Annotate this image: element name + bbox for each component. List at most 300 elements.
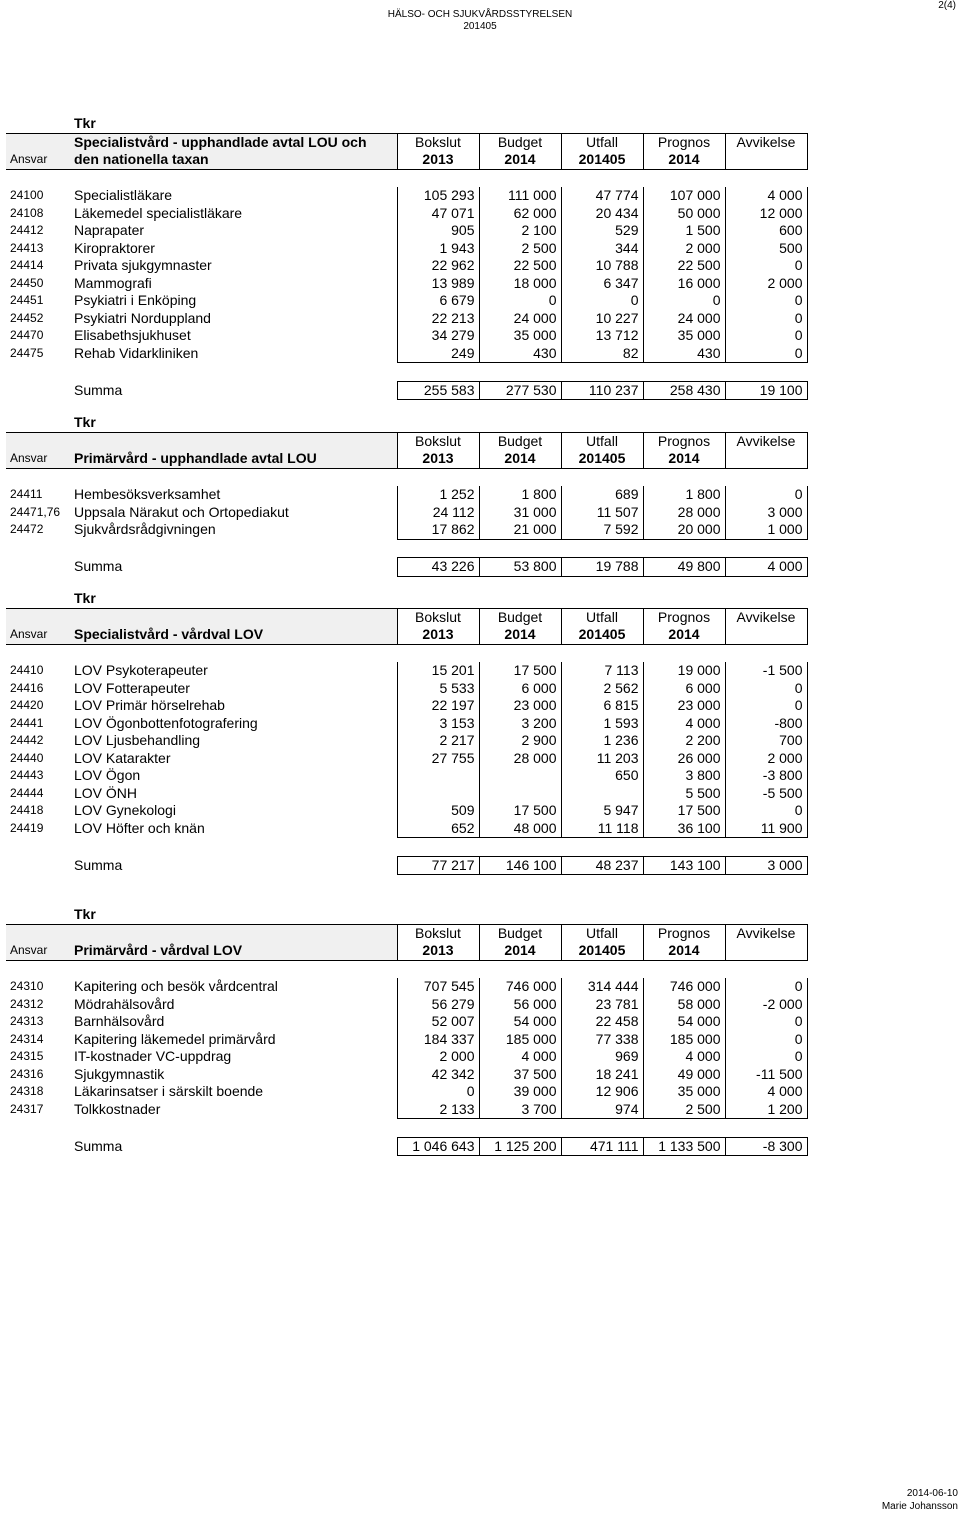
column-header-top: Avvikelse	[725, 133, 807, 151]
tkr-row	[6, 115, 807, 133]
row-name: Elisabethsjukhuset	[74, 327, 191, 343]
empty-cell	[561, 468, 643, 486]
ansvar-code: 24441	[10, 715, 44, 730]
row-value: 1 252	[397, 486, 479, 504]
empty-cell	[643, 1119, 725, 1138]
row-value: 23 000	[643, 697, 725, 715]
empty-cell	[725, 906, 807, 924]
column-header-bottom: 201405	[561, 450, 643, 468]
row-value: 12 906	[561, 1083, 643, 1101]
tkr-label: Tkr	[74, 414, 96, 430]
summa-row	[6, 856, 807, 875]
empty-cell	[6, 363, 70, 382]
row-value: 3 153	[397, 715, 479, 733]
empty-cell	[643, 468, 725, 486]
empty-cell	[561, 960, 643, 978]
summa-row	[6, 1137, 807, 1156]
table-row	[6, 1083, 807, 1101]
row-value: 34 279	[397, 327, 479, 345]
row-value: 2 000	[643, 240, 725, 258]
column-header-top: Avvikelse	[725, 924, 807, 942]
column-header-top: Bokslut	[397, 432, 479, 450]
empty-cell	[397, 539, 479, 558]
ansvar-code: 24475	[10, 345, 44, 360]
row-value: 47 774	[561, 187, 643, 205]
row-value: 13 989	[397, 275, 479, 293]
empty-cell	[561, 1119, 643, 1138]
empty-cell	[479, 468, 561, 486]
empty-cell	[6, 960, 70, 978]
row-value: 4 000	[725, 187, 807, 205]
table-row	[6, 240, 807, 258]
tkr-label: Tkr	[74, 115, 96, 131]
empty-cell	[479, 169, 561, 187]
empty-cell	[397, 1119, 479, 1138]
table-row	[6, 1101, 807, 1119]
empty-cell	[70, 644, 397, 662]
empty-cell	[479, 590, 561, 608]
ansvar-code: 24410	[10, 663, 44, 677]
row-value: 23 000	[479, 697, 561, 715]
row-value: 52 007	[397, 1013, 479, 1031]
row-value: 430	[643, 345, 725, 363]
table-row	[6, 222, 807, 240]
empty-cell	[6, 906, 70, 924]
row-value: 27 755	[397, 750, 479, 768]
row-value: 5 533	[397, 680, 479, 698]
summa-value: 48 237	[561, 856, 643, 875]
summa-value: 146 100	[479, 856, 561, 875]
row-value: 600	[725, 222, 807, 240]
empty-cell	[6, 414, 70, 432]
row-value: 15 201	[397, 662, 479, 680]
row-value: 0	[725, 486, 807, 504]
column-header-bottom	[725, 626, 807, 644]
empty-cell	[725, 539, 807, 558]
empty-cell	[479, 1119, 561, 1138]
row-value: 16 000	[643, 275, 725, 293]
row-name: Naprapater	[74, 222, 145, 238]
row-value: 509	[397, 802, 479, 820]
section-title: den nationella taxan	[70, 151, 397, 169]
section-title: Specialistvård - vårdval LOV	[70, 626, 397, 644]
column-header-top: Budget	[479, 608, 561, 626]
table-row	[6, 275, 807, 293]
budget-table-section-1	[6, 115, 808, 400]
column-header-bottom	[725, 450, 807, 468]
row-value: 2 000	[397, 1048, 479, 1066]
row-name: Läkarinsatser i särskilt boende	[74, 1083, 264, 1099]
row-value: 20 434	[561, 205, 643, 223]
row-value: 430	[479, 345, 561, 363]
empty-cell	[725, 169, 807, 187]
empty-cell	[479, 539, 561, 558]
empty-cell	[561, 590, 643, 608]
ansvar-code: 24444	[10, 785, 44, 800]
row-name: LOV ÖNH	[74, 784, 138, 801]
spacer-row	[6, 468, 807, 486]
row-value: 0	[725, 802, 807, 820]
table-row	[6, 767, 807, 785]
column-header-bottom: 2013	[397, 450, 479, 468]
budget-table-section-2	[6, 414, 808, 577]
column-header-top: Budget	[479, 924, 561, 942]
summa-value: 1 133 500	[643, 1137, 725, 1156]
row-name: Specialistläkare	[74, 187, 173, 203]
empty-cell	[397, 644, 479, 662]
column-header-bottom: 2014	[479, 626, 561, 644]
row-value: 22 962	[397, 257, 479, 275]
row-value	[397, 767, 479, 785]
row-value: 0	[725, 697, 807, 715]
row-value: 529	[561, 222, 643, 240]
spacer-row	[6, 838, 807, 857]
row-value: 22 458	[561, 1013, 643, 1031]
row-value: 0	[725, 292, 807, 310]
row-value: 6 000	[479, 680, 561, 698]
summa-value: 4 000	[725, 558, 807, 577]
empty-cell	[643, 363, 725, 382]
row-value: 6 815	[561, 697, 643, 715]
empty-cell	[397, 468, 479, 486]
empty-cell	[397, 838, 479, 857]
tkr-row	[6, 590, 807, 608]
empty-cell	[397, 414, 479, 432]
row-value: 12 000	[725, 205, 807, 223]
ansvar-code: 24443	[10, 768, 44, 782]
spacer-row	[6, 363, 807, 382]
row-value: 111 000	[479, 187, 561, 205]
column-header-top: Bokslut	[397, 924, 479, 942]
empty-cell	[561, 906, 643, 924]
column-header-top: Budget	[479, 133, 561, 151]
spacer-row	[6, 1119, 807, 1138]
column-header-top: Prognos	[643, 608, 725, 626]
row-value: 17 500	[643, 802, 725, 820]
row-name: Hembesöksverksamhet	[74, 486, 221, 502]
empty-cell	[725, 468, 807, 486]
row-value	[561, 785, 643, 803]
ansvar-code: 24312	[10, 996, 44, 1011]
row-value: 5 500	[643, 785, 725, 803]
row-name: Psykiatri i Enköping	[74, 292, 197, 308]
column-header-row-bottom	[6, 450, 807, 468]
row-value: 62 000	[479, 205, 561, 223]
ansvar-code: 24413	[10, 240, 44, 255]
row-value: 1 236	[561, 732, 643, 750]
section-title-line1	[70, 608, 397, 626]
report-header-title: HÄLSO- OCH SJUKVÅRDSSTYRELSEN	[387, 9, 573, 20]
table-row	[6, 187, 807, 205]
summa-value: 1 046 643	[397, 1137, 479, 1156]
row-name: Mödrahälsovård	[74, 995, 175, 1012]
row-value: 1 593	[561, 715, 643, 733]
ansvar-code: 24313	[10, 1014, 44, 1028]
row-value: 6 000	[643, 680, 725, 698]
row-value: 3 200	[479, 715, 561, 733]
empty-cell	[479, 644, 561, 662]
row-value: 905	[397, 222, 479, 240]
row-value: 3 800	[643, 767, 725, 785]
tkr-row	[6, 414, 807, 432]
tkr-row	[6, 906, 807, 924]
ansvar-code: 24318	[10, 1084, 44, 1098]
row-value: 17 500	[479, 802, 561, 820]
column-header-top: Bokslut	[397, 608, 479, 626]
row-value: 0	[725, 978, 807, 996]
row-value: 7 113	[561, 662, 643, 680]
summa-value: 143 100	[643, 856, 725, 875]
row-value: 17 500	[479, 662, 561, 680]
empty-cell	[70, 169, 397, 187]
row-value: 314 444	[561, 978, 643, 996]
row-value: 10 788	[561, 257, 643, 275]
table-row	[6, 486, 807, 504]
row-value: 50 000	[643, 205, 725, 223]
empty-cell	[479, 363, 561, 382]
column-header-row-top	[6, 133, 807, 151]
empty-cell	[561, 539, 643, 558]
row-value: 2 900	[479, 732, 561, 750]
empty-cell	[70, 468, 397, 486]
summa-label: Summa	[74, 381, 123, 398]
row-value: 107 000	[643, 187, 725, 205]
budget-table-section-3	[6, 590, 808, 875]
row-value: 22 213	[397, 310, 479, 328]
row-name: LOV Ljusbehandling	[74, 732, 201, 748]
column-header-bottom: 2013	[397, 942, 479, 960]
empty-cell	[6, 1119, 70, 1138]
row-name: Tolkkostnader	[74, 1100, 161, 1117]
row-value: 77 338	[561, 1031, 643, 1049]
column-header-bottom: 2014	[643, 450, 725, 468]
column-header-top: Utfall	[561, 924, 643, 942]
summa-value: -8 300	[725, 1137, 807, 1156]
row-value: 3 000	[725, 504, 807, 522]
ansvar-code: 24317	[10, 1101, 44, 1116]
empty-cell	[479, 414, 561, 432]
empty-cell	[6, 432, 70, 450]
empty-cell	[70, 363, 397, 382]
summa-value: 43 226	[397, 558, 479, 577]
row-value: -800	[725, 715, 807, 733]
row-value: 24 000	[643, 310, 725, 328]
table-row	[6, 257, 807, 275]
empty-cell	[725, 590, 807, 608]
ansvar-code: 24440	[10, 750, 44, 765]
table-row	[6, 802, 807, 820]
row-value: 249	[397, 345, 479, 363]
row-value: 1 943	[397, 240, 479, 258]
row-value: 18 241	[561, 1066, 643, 1084]
row-value: 6 679	[397, 292, 479, 310]
ansvar-code: 24419	[10, 820, 44, 835]
column-header-row-top	[6, 608, 807, 626]
row-value: 2 500	[479, 240, 561, 258]
row-value: 26 000	[643, 750, 725, 768]
empty-cell	[6, 115, 70, 133]
row-name: LOV Fotterapeuter	[74, 679, 190, 696]
table-row	[6, 1048, 807, 1066]
ansvar-label: Ansvar	[6, 151, 70, 169]
column-header-bottom: 2014	[479, 151, 561, 169]
row-value: 22 500	[643, 257, 725, 275]
ansvar-code: 24414	[10, 258, 44, 272]
summa-row	[6, 558, 807, 577]
page-number: 2(4)	[938, 0, 956, 11]
row-value: 1 800	[643, 486, 725, 504]
table-row	[6, 521, 807, 539]
column-header-row-bottom	[6, 942, 807, 960]
row-value: 2 133	[397, 1101, 479, 1119]
table-row	[6, 292, 807, 310]
column-header-bottom: 2014	[643, 626, 725, 644]
row-value: 6 347	[561, 275, 643, 293]
spacer-row	[6, 644, 807, 662]
row-value: 0	[725, 257, 807, 275]
row-value: 969	[561, 1048, 643, 1066]
empty-cell	[70, 960, 397, 978]
row-value: 746 000	[643, 978, 725, 996]
row-value: 82	[561, 345, 643, 363]
row-value: 39 000	[479, 1083, 561, 1101]
report-header-period: 201405	[463, 21, 497, 32]
budget-table-section-4	[6, 906, 808, 1156]
row-value: 24 112	[397, 504, 479, 522]
row-name: LOV Psykoterapeuter	[74, 662, 208, 678]
empty-cell	[643, 414, 725, 432]
table-row	[6, 1066, 807, 1084]
empty-cell	[6, 539, 70, 558]
ansvar-code: 24442	[10, 733, 44, 747]
row-value: 4 000	[643, 1048, 725, 1066]
column-header-bottom: 2014	[479, 450, 561, 468]
footer-author: Marie Johansson	[881, 1501, 958, 1512]
empty-cell	[561, 115, 643, 133]
empty-cell	[643, 960, 725, 978]
row-name: LOV Höfter och knän	[74, 819, 205, 836]
empty-cell	[6, 608, 70, 626]
ansvar-code: 24310	[10, 979, 44, 993]
table-row	[6, 310, 807, 328]
row-name: Sjukgymnastik	[74, 1065, 165, 1082]
ansvar-code: 24108	[10, 205, 44, 220]
ansvar-code: 24470	[10, 328, 44, 342]
summa-value: 1 125 200	[479, 1137, 561, 1156]
row-value: 0	[725, 1031, 807, 1049]
ansvar-code: 24316	[10, 1066, 44, 1081]
row-value: 35 000	[479, 327, 561, 345]
row-value: 10 227	[561, 310, 643, 328]
row-value: 35 000	[643, 327, 725, 345]
empty-cell	[643, 539, 725, 558]
row-value: 184 337	[397, 1031, 479, 1049]
row-value	[397, 785, 479, 803]
row-value: 58 000	[643, 996, 725, 1014]
empty-cell	[643, 838, 725, 857]
row-value: 0	[725, 310, 807, 328]
empty-cell	[725, 644, 807, 662]
row-value: 700	[725, 732, 807, 750]
row-value: 1 200	[725, 1101, 807, 1119]
row-value: 22 500	[479, 257, 561, 275]
ansvar-label: Ansvar	[6, 942, 70, 960]
column-header-top: Prognos	[643, 924, 725, 942]
tkr-label: Tkr	[74, 590, 96, 606]
row-value: -5 500	[725, 785, 807, 803]
empty-cell	[479, 115, 561, 133]
summa-label: Summa	[74, 856, 123, 873]
empty-cell	[6, 133, 70, 151]
section-title-line1: Specialistvård - upphandlade avtal LOU och	[70, 133, 397, 151]
summa-value: 19 100	[725, 381, 807, 400]
ansvar-code: 24315	[10, 1049, 44, 1063]
row-value: 707 545	[397, 978, 479, 996]
column-header-bottom: 201405	[561, 151, 643, 169]
row-name: Privata sjukgymnaster	[74, 257, 212, 273]
row-name: Rehab Vidarkliniken	[74, 344, 199, 361]
empty-cell	[725, 1119, 807, 1138]
row-value: 0	[725, 345, 807, 363]
summa-row	[6, 381, 807, 400]
row-value: 21 000	[479, 521, 561, 539]
ansvar-code: 24471,76	[10, 504, 61, 519]
table-row	[6, 205, 807, 223]
table-row	[6, 680, 807, 698]
row-value: 37 500	[479, 1066, 561, 1084]
row-value: 56 000	[479, 996, 561, 1014]
row-value: 11 118	[561, 820, 643, 838]
row-value: 5 947	[561, 802, 643, 820]
empty-cell	[6, 838, 70, 857]
row-value: 689	[561, 486, 643, 504]
table-row	[6, 715, 807, 733]
column-header-top: Bokslut	[397, 133, 479, 151]
row-value: 3 700	[479, 1101, 561, 1119]
row-value: 17 862	[397, 521, 479, 539]
row-value: 1 800	[479, 486, 561, 504]
row-value: 0	[725, 680, 807, 698]
spacer-row	[6, 539, 807, 558]
empty-cell	[561, 169, 643, 187]
row-value: -11 500	[725, 1066, 807, 1084]
row-value: 47 071	[397, 205, 479, 223]
column-header-bottom: 2014	[479, 942, 561, 960]
section-title-line1	[70, 432, 397, 450]
column-header-bottom: 201405	[561, 942, 643, 960]
row-value: 28 000	[479, 750, 561, 768]
column-header-bottom: 201405	[561, 626, 643, 644]
row-value: 652	[397, 820, 479, 838]
empty-cell	[6, 856, 70, 875]
row-name: Kiropraktorer	[74, 239, 155, 256]
row-name: Sjukvårdsrådgivningen	[74, 521, 216, 538]
summa-value: 258 430	[643, 381, 725, 400]
empty-cell	[479, 906, 561, 924]
row-value: 2 217	[397, 732, 479, 750]
row-name: Läkemedel specialistläkare	[74, 204, 243, 221]
ansvar-code: 24412	[10, 223, 44, 237]
spacer-row	[6, 169, 807, 187]
row-value: 2 000	[725, 275, 807, 293]
empty-cell	[643, 644, 725, 662]
empty-cell	[397, 363, 479, 382]
table-row	[6, 697, 807, 715]
table-row	[6, 504, 807, 522]
row-value: 28 000	[643, 504, 725, 522]
row-value	[479, 767, 561, 785]
column-header-top: Prognos	[643, 133, 725, 151]
